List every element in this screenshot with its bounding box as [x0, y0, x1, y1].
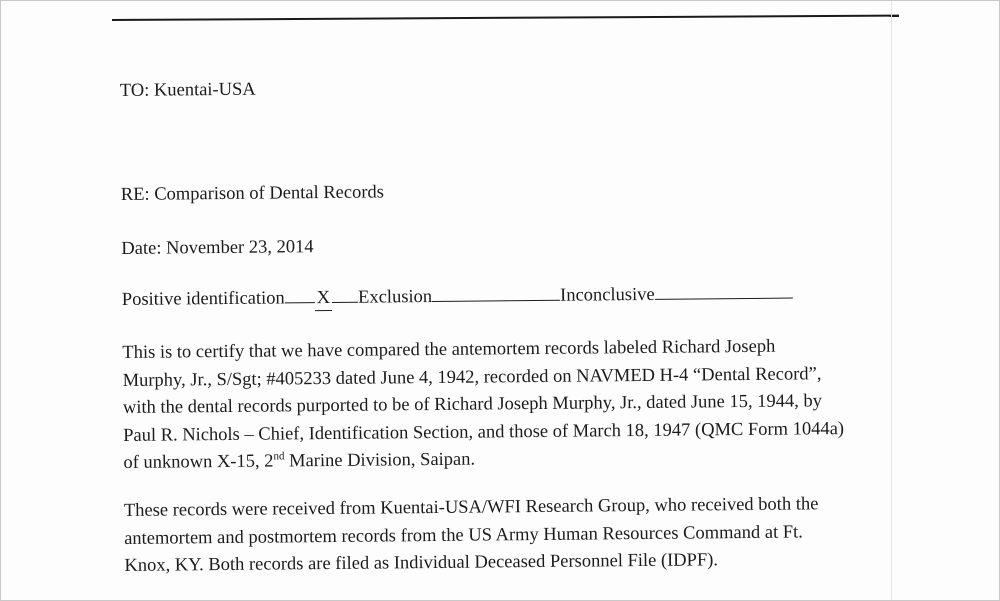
positive-blank-left: [285, 288, 315, 303]
paragraph2-line2: antemortem and postmortem records from the US Army Human Resources Command at Ft.: [124, 521, 803, 549]
to-line: TO: Kuentai-USA: [119, 79, 256, 101]
positive-blank-right: [332, 288, 358, 303]
line5-post: Marine Division, Saipan.: [284, 449, 476, 472]
date-line: Date: November 23, 2014: [121, 237, 314, 259]
identification-line: [122, 282, 793, 313]
letter-body: [119, 0, 919, 576]
exclusion-blank: [432, 286, 560, 302]
line5-pre: of unknown X-15, 2: [123, 451, 274, 473]
paragraph2-line3: Knox, KY. Both records are filed as Individual Deceased Personnel File (IDPF).: [124, 550, 719, 576]
paragraph2-line1: These records were received from Kuentai-USA/WFI Research Group, who received both the: [123, 494, 819, 521]
paragraph1-line1: This is to certify that we have compared the antemortem records labeled Richard Joseph: [122, 336, 776, 363]
inconclusive-label: Inconclusive: [560, 284, 655, 306]
paragraph1-line4: Paul R. Nichols – Chief, Identification Section, and those of March 18, 1947 (QMC Form 1044a): [123, 418, 845, 446]
re-line: RE: Comparison of Dental Records: [120, 182, 385, 205]
exclusion-label: Exclusion: [358, 287, 433, 308]
paragraph1-line2: Murphy, Jr., S/Sgt; #405233 dated June 4, 1942, recorded on NAVMED H-4 “Dental Record”,: [122, 363, 822, 391]
header-rule: [112, 15, 899, 21]
inconclusive-blank: [655, 284, 793, 300]
positive-mark: X: [315, 286, 333, 311]
paragraph1-line3: with the dental records purported to be of Richard Joseph Murphy, Jr., dated June 15, 1944, by: [122, 391, 823, 418]
certification-paragraph: [122, 332, 923, 477]
ordinal-superscript: nd: [273, 450, 285, 463]
positive-identification-label: Positive identification: [121, 288, 285, 310]
records-source-paragraph: [124, 490, 925, 580]
